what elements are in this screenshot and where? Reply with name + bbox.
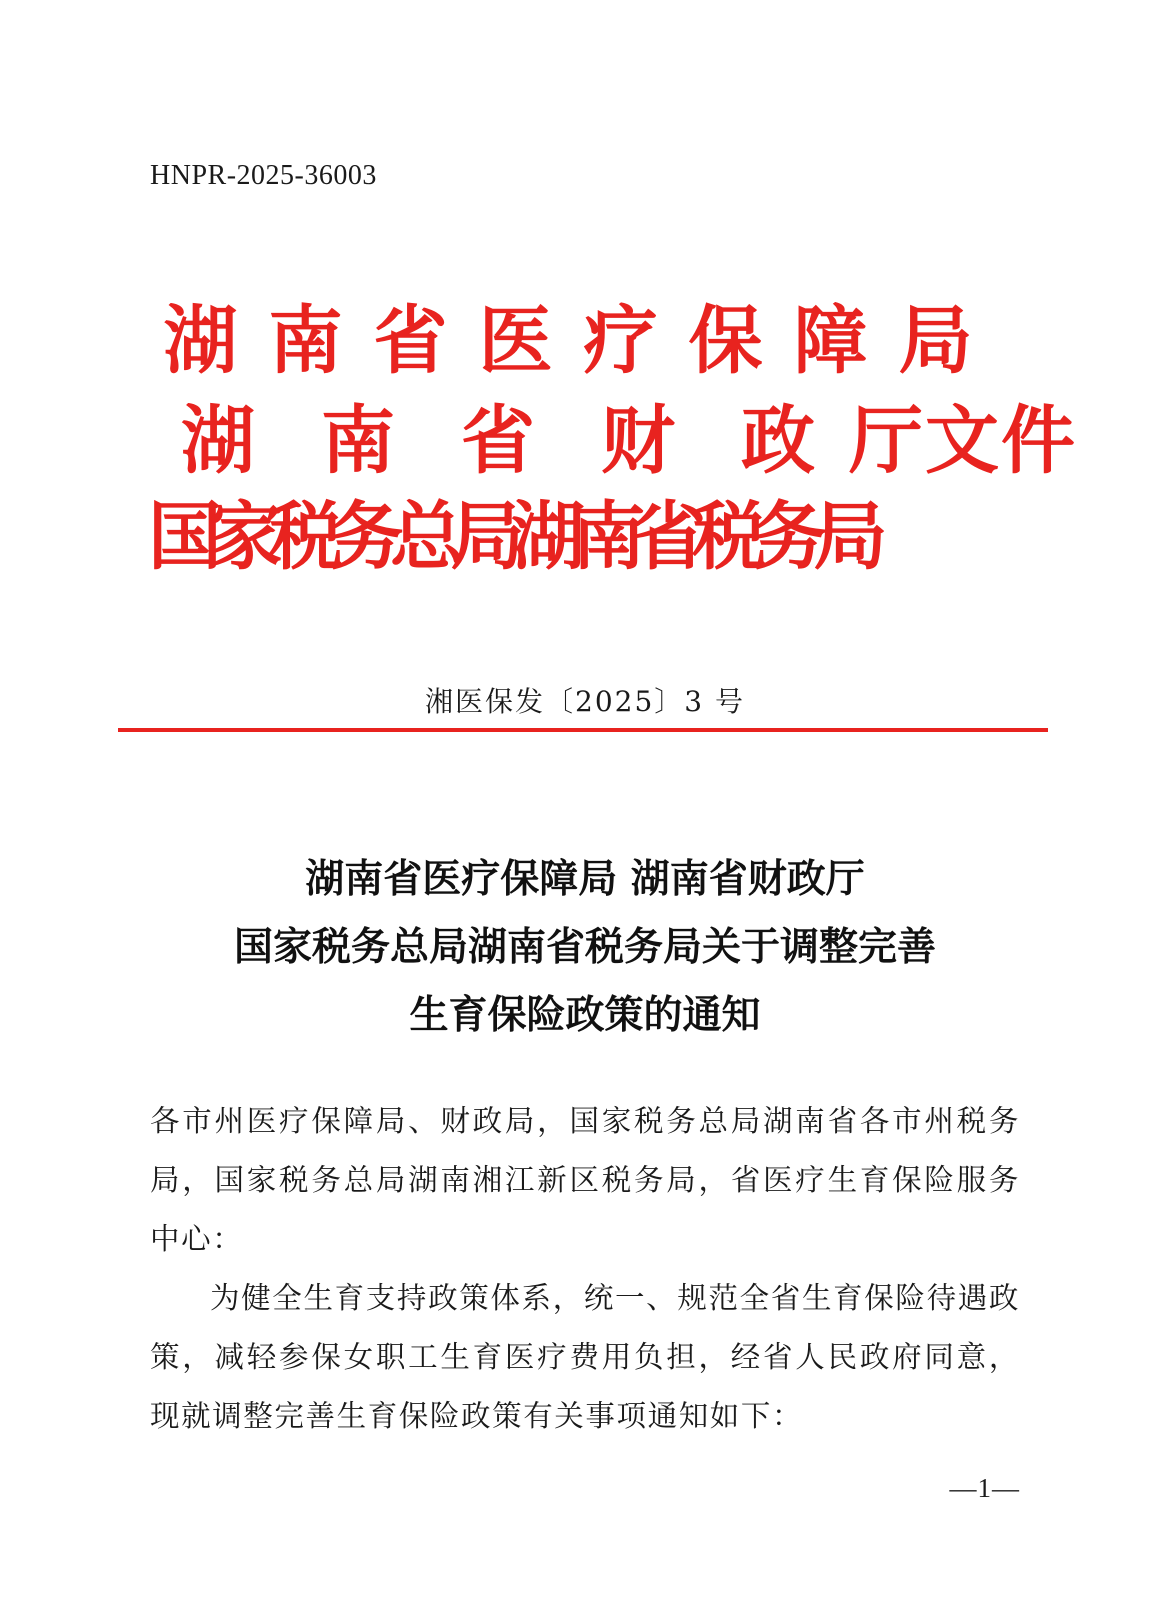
- issuer-char: 疗: [583, 298, 658, 384]
- issuer-char: 南: [268, 298, 343, 384]
- issuer-char: 政: [741, 398, 815, 484]
- document-number: 湘医保发〔2025〕3 号: [425, 685, 745, 718]
- issuer-char: 湖: [511, 494, 585, 580]
- issuer-char: 障: [793, 298, 868, 384]
- issuer-char: 局: [898, 298, 973, 384]
- issuer-line-tax-bureau: [148, 494, 888, 580]
- notice-title-line-2: 国家税务总局湖南省税务局关于调整完善: [233, 924, 936, 970]
- notice-title: [0, 845, 1170, 1049]
- recipients-paragraph: 各市州医疗保障局、财政局，国家税务总局湖南省各市州税务局，国家税务总局湖南湘江新区税务局，省医疗生育保险服务中心：: [150, 1104, 1020, 1256]
- issuer-char: 财: [601, 398, 675, 484]
- issuer-char: 省: [373, 298, 448, 384]
- issuer-char: 务: [753, 494, 827, 580]
- issuer-char: 总: [390, 494, 464, 580]
- issuer-char: 局: [450, 494, 525, 580]
- document-code: HNPR-2025-36003: [150, 160, 377, 191]
- issuer-char: 厅: [849, 398, 923, 484]
- issuer-line-medical-security-bureau: [148, 298, 988, 384]
- page-number: —1—: [949, 1473, 1020, 1503]
- notice-title-line-3: 生育保险政策的通知: [409, 992, 761, 1038]
- issuer-char: 税: [692, 494, 767, 580]
- notice-title-line-1: 湖南省医疗保障局 湖南省财政厅: [305, 856, 865, 902]
- issuer-char: 件: [1001, 398, 1075, 484]
- red-separator-line: [118, 728, 1048, 732]
- body-paragraph-1: 为健全生育支持政策体系，统一、规范全省生育保险待遇政策，减轻参保女职工生育医疗费用负担，经省人民政府同意，现就调整完善生育保险政策有关事项通知如下：: [150, 1281, 1020, 1433]
- issuer-char: 省: [461, 398, 535, 484]
- issuer-char: 湖: [163, 298, 238, 384]
- issuer-char: 南: [321, 398, 395, 484]
- issuer-char: 家: [208, 494, 283, 580]
- issuer-char: 湖: [181, 398, 255, 484]
- issuer-char: 局: [813, 494, 888, 580]
- issuer-char: 省: [632, 494, 706, 580]
- issuer-char: 南: [571, 494, 646, 580]
- notice-body: [150, 1092, 1020, 1446]
- issuer-char: 医: [478, 298, 553, 384]
- issuer-char: 国: [148, 494, 222, 580]
- issuer-line-finance-department: [148, 398, 1076, 484]
- issuer-char: 文: [925, 398, 999, 484]
- issuer-char: 务: [329, 494, 404, 580]
- issuer-char: 税: [269, 494, 343, 580]
- issuer-char: 保: [688, 298, 763, 384]
